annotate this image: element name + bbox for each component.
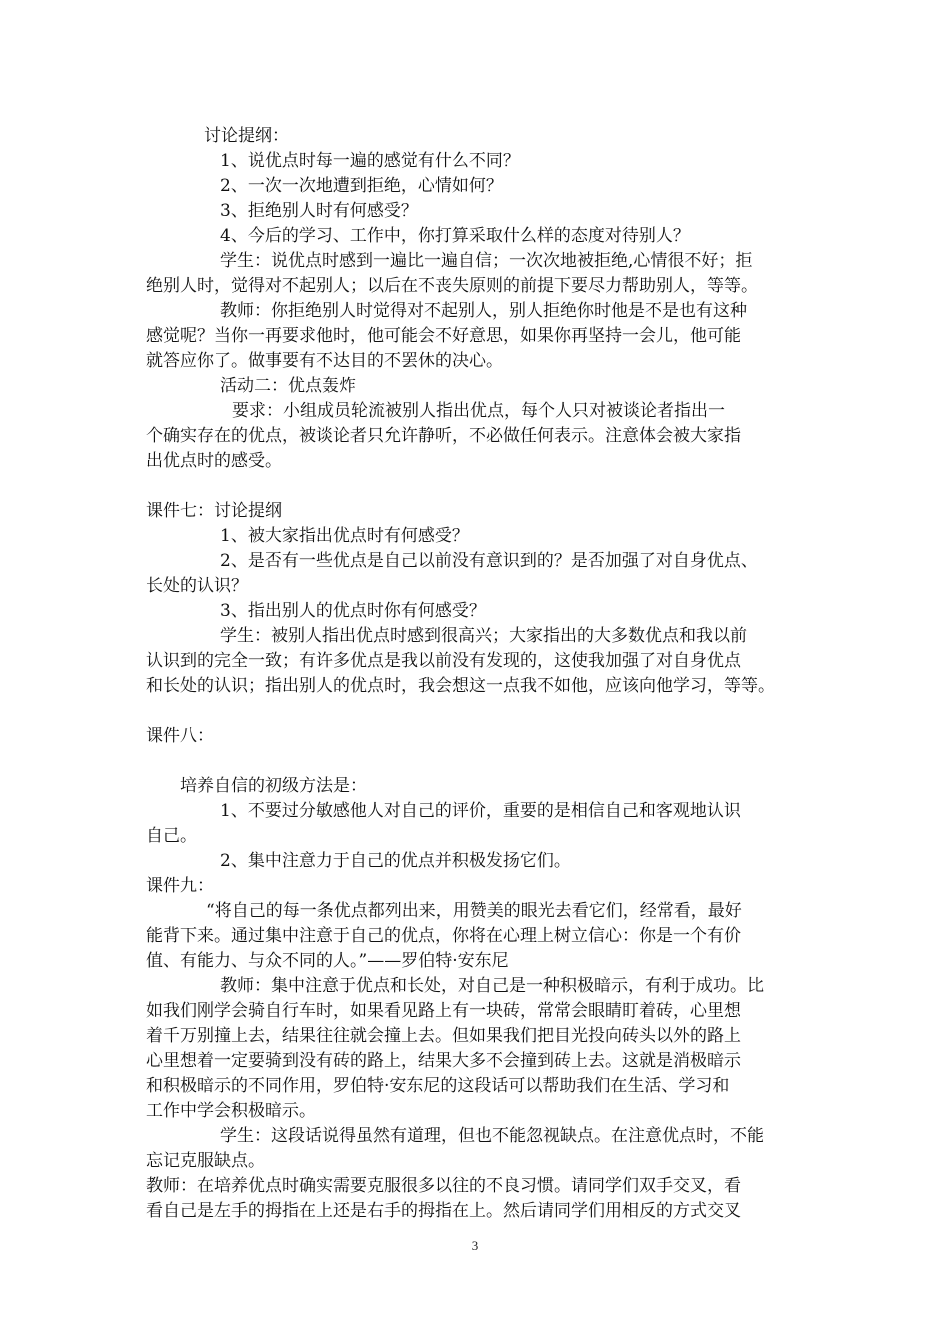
page-number: 3 — [471, 1238, 479, 1253]
text-line: 长处的认识？ — [146, 576, 248, 596]
section-heading: 课件九： — [146, 876, 214, 896]
text-line: 学生：这段话说得虽然有道理，但也不能忽视缺点。在注意优点时，不能 — [220, 1126, 764, 1146]
text-line: 1、说优点时每一遍的感觉有什么不同？ — [220, 151, 520, 171]
text-line: 和积极暗示的不同作用，罗伯特·安东尼的这段话可以帮助我们在生活、学习和 — [146, 1076, 730, 1096]
text-line: 忘记克服缺点。 — [146, 1151, 265, 1171]
text-line: 活动二：优点轰炸 — [220, 376, 356, 396]
text-line: 教师：在培养优点时确实需要克服很多以往的不良习惯。请同学们双手交叉，看 — [146, 1176, 741, 1196]
text-line: 学生：说优点时感到一遍比一遍自信；一次次地被拒绝,心情很不好；拒 — [220, 251, 753, 271]
text-line: 培养自信的初级方法是： — [180, 776, 367, 796]
text-line: 着千万别撞上去，结果往往就会撞上去。但如果我们把目光投向砖头以外的路上 — [146, 1026, 741, 1046]
text-line: 和长处的认识；指出别人的优点时，我会想这一点我不如他，应该向他学习，等等。 — [146, 676, 775, 696]
text-line: 4、今后的学习、工作中，你打算采取什么样的态度对待别人？ — [220, 226, 690, 246]
text-line: 自己。 — [146, 826, 197, 846]
text-line: 1、被大家指出优点时有何感受？ — [220, 526, 469, 546]
text-line: 工作中学会积极暗示。 — [146, 1101, 316, 1121]
quote-line: 能背下来。通过集中注意于自己的优点，你将在心理上树立信心：你是一个有价 — [146, 926, 741, 946]
text-line: 2、一次一次地遭到拒绝，心情如何？ — [220, 176, 503, 196]
text-line: 3、指出别人的优点时你有何感受？ — [220, 601, 486, 621]
text-line: 学生：被别人指出优点时感到很高兴；大家指出的大多数优点和我以前 — [220, 626, 747, 646]
text-line: 讨论提纲： — [204, 126, 289, 146]
text-line: 2、集中注意力于自己的优点并积极发扬它们。 — [220, 851, 571, 871]
text-line: 绝别人时，觉得对不起别人；以后在不丧失原则的前提下要尽力帮助别人，等等。 — [146, 276, 758, 296]
section-heading: 课件七：讨论提纲 — [146, 501, 282, 521]
text-line: 教师：你拒绝别人时觉得对不起别人，别人拒绝你时他是不是也有这种 — [220, 301, 747, 321]
text-line: 教师：集中注意于优点和长处，对自己是一种积极暗示，有利于成功。比 — [220, 976, 764, 996]
text-line: 如我们刚学会骑自行车时，如果看见路上有一块砖，常常会眼睛盯着砖，心里想 — [146, 1001, 741, 1021]
text-line: 就答应你了。做事要有不达目的不罢休的决心。 — [146, 351, 503, 371]
text-line: 认识到的完全一致；有许多优点是我以前没有发现的，这使我加强了对自身优点 — [146, 651, 741, 671]
text-line: 心里想着一定要骑到没有砖的路上，结果大多不会撞到砖上去。这就是消极暗示 — [146, 1051, 741, 1071]
text-line: 2、是否有一些优点是自己以前没有意识到的？是否加强了对自身优点、 — [220, 551, 758, 571]
text-line: 1、不要过分敏感他人对自己的评价，重要的是相信自己和客观地认识 — [220, 801, 741, 821]
quote-line: “将自己的每一条优点都列出来，用赞美的眼光去看它们，经常看，最好 — [206, 901, 742, 921]
text-line: 看自己是左手的拇指在上还是右手的拇指在上。然后请同学们用相反的方式交叉 — [146, 1201, 741, 1221]
quote-line: 值、有能力、与众不同的人。”——罗伯特·安东尼 — [146, 951, 509, 971]
text-line: 3、拒绝别人时有何感受？ — [220, 201, 418, 221]
text-line: 感觉呢？当你一再要求他时，他可能会不好意思，如果你再坚持一会儿，他可能 — [146, 326, 741, 346]
text-line: 要求：小组成员轮流被别人指出优点，每个人只对被谈论者指出一 — [232, 401, 725, 421]
text-line: 出优点时的感受。 — [146, 451, 282, 471]
section-heading: 课件八： — [146, 726, 214, 746]
text-line: 个确实存在的优点，被谈论者只允许静听，不必做任何表示。注意体会被大家指 — [146, 426, 741, 446]
